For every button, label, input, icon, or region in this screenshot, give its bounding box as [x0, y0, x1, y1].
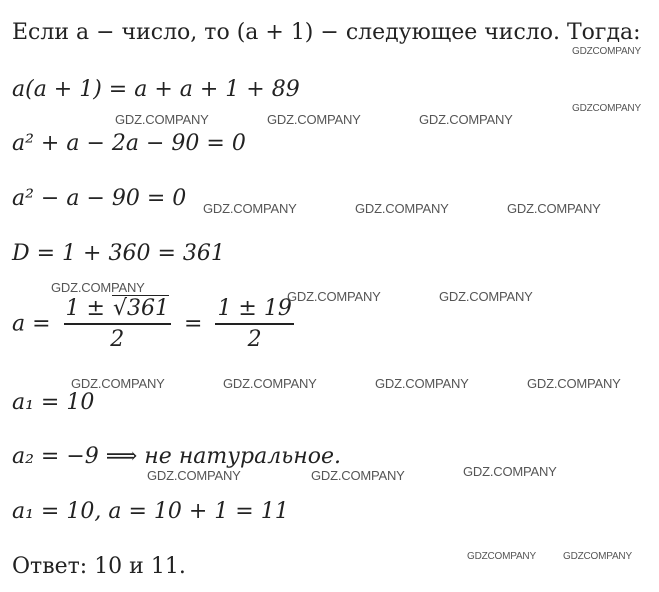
equation-7: a₂ = −9 ⟹ не натуральное.: [12, 444, 341, 469]
watermark: GDZ.COMPANY: [223, 376, 317, 391]
watermark: GDZCOMPANY: [572, 103, 641, 114]
watermark: GDZ.COMPANY: [311, 468, 405, 483]
watermark: GDZ.COMPANY: [267, 112, 361, 127]
watermark: GDZ.COMPANY: [507, 201, 601, 216]
fraction-2: [215, 298, 293, 351]
equation-5: [12, 298, 300, 351]
sqrt-361: √361: [112, 296, 169, 321]
answer-line: Ответ: 10 и 11.: [12, 554, 186, 579]
watermark: GDZ.COMPANY: [419, 112, 513, 127]
watermark: GDZ.COMPANY: [287, 289, 381, 304]
watermark: GDZ.COMPANY: [355, 201, 449, 216]
watermark: GDZCOMPANY: [467, 551, 536, 562]
watermark: GDZ.COMPANY: [203, 201, 297, 216]
eq5-lhs: a =: [12, 311, 51, 337]
fraction-1-numerator: [64, 298, 171, 325]
equation-4: D = 1 + 360 = 361: [12, 241, 225, 266]
intro-line: Если a − число, то (a + 1) − следующее число. Тогда:: [12, 20, 641, 45]
watermark: GDZ.COMPANY: [527, 376, 621, 391]
equation-2: a² + a − 2a − 90 = 0: [12, 131, 246, 156]
watermark: GDZCOMPANY: [563, 551, 632, 562]
fraction-1: [64, 298, 171, 351]
equation-6: a₁ = 10: [12, 390, 95, 415]
watermark: GDZ.COMPANY: [375, 376, 469, 391]
fraction-1-denominator: 2: [110, 327, 125, 352]
fraction-1-num-pre: 1 ±: [65, 296, 105, 321]
watermark: GDZ.COMPANY: [147, 468, 241, 483]
equation-1: a(a + 1) = a + a + 1 + 89: [12, 77, 300, 102]
fraction-2-denominator: 2: [247, 327, 262, 352]
watermark: GDZCOMPANY: [572, 46, 641, 57]
equation-3: a² − a − 90 = 0: [12, 186, 187, 211]
watermark: GDZ.COMPANY: [71, 376, 165, 391]
equation-8: a₁ = 10, a = 10 + 1 = 11: [12, 499, 289, 524]
watermark: GDZ.COMPANY: [463, 464, 557, 479]
eq5-equals: =: [184, 311, 203, 337]
watermark: GDZ.COMPANY: [51, 280, 145, 295]
fraction-2-numerator: 1 ± 19: [215, 298, 293, 325]
watermark: GDZ.COMPANY: [115, 112, 209, 127]
watermark: GDZ.COMPANY: [439, 289, 533, 304]
